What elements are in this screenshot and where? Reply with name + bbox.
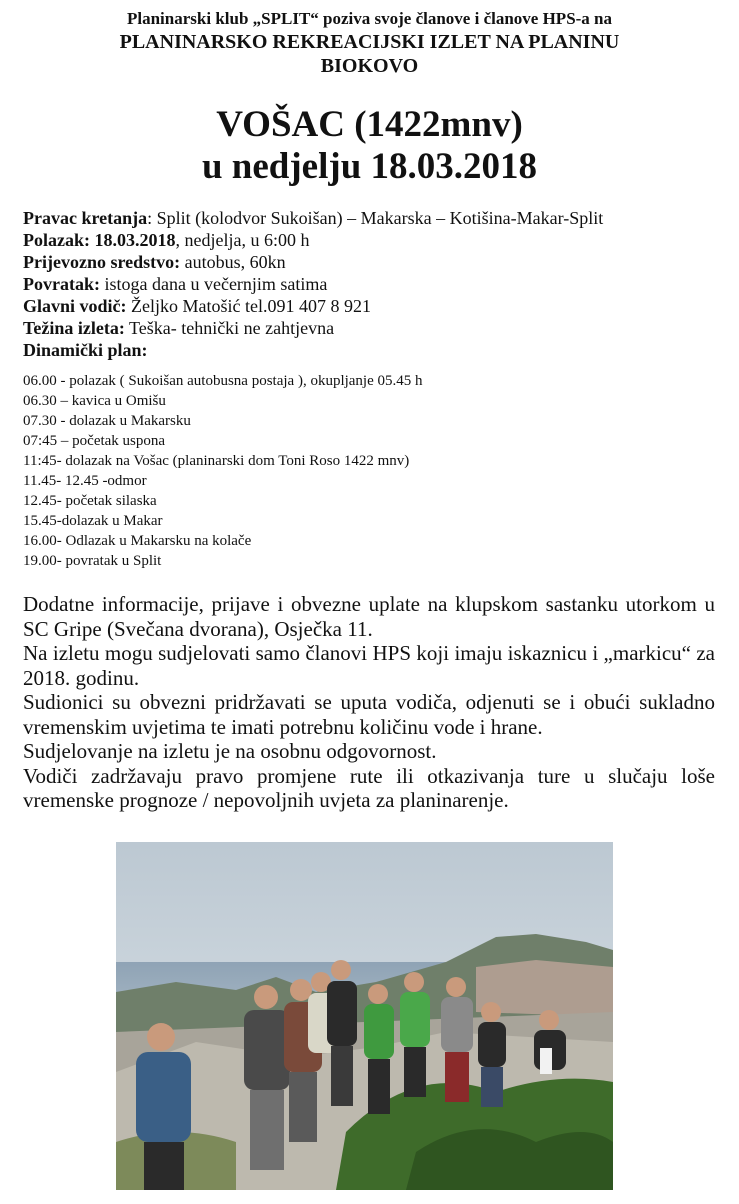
transport-value: autobus, 60kn <box>180 252 286 272</box>
info-paragraph: Na izletu mogu sudjelovati samo članovi HPS koji imaju iskaznicu i „markicu“ za 2018. godinu. <box>23 641 715 690</box>
info-paragraph: Dodatne informacije, prijave i obvezne uplate na klupskom sastanku utorkom u SC Gripe (Svečana dvorana), Osječka 11. <box>23 592 715 641</box>
transport-row <box>23 251 723 273</box>
return-label: Povratak: <box>23 274 100 294</box>
plan-item: 16.00- Odlazak u Makarsku na kolače <box>23 533 252 549</box>
return-value: istoga dana u večernjim satima <box>99 274 328 294</box>
difficulty-label: Težina izleta: <box>23 318 125 338</box>
guide-row <box>23 295 723 317</box>
date-title: u nedjelju 18.03.2018 <box>201 146 538 187</box>
info-paragraph: Sudionici su obvezni pridržavati se uputa vodiča, odjenuti se i obući sukladno vremenskim uvjetima te imati potrebnu količinu vode i hrane. <box>23 690 715 739</box>
difficulty-row <box>23 317 723 339</box>
event-type-line: PLANINARSKO REKREACIJSKI IZLET NA PLANINU <box>119 31 620 53</box>
departure-label: Polazak: 18.03.2018 <box>23 230 176 250</box>
invitation-header <box>0 8 739 78</box>
plan-heading: Dinamički plan: <box>23 340 148 360</box>
mountain-name: BIOKOVO <box>320 55 419 77</box>
plan-item: 11:45- dolazak na Vošac (planinarski dom Toni Roso 1422 mnv) <box>23 453 410 469</box>
plan-item: 12.45- početak silaska <box>23 493 157 509</box>
route-row <box>23 207 723 229</box>
trip-details <box>23 207 723 361</box>
plan-item: 15.45-dolazak u Makar <box>23 513 163 529</box>
route-label: Pravac kretanja <box>23 208 148 228</box>
departure-row <box>23 229 723 251</box>
guide-value: Željko Matošić tel.091 407 8 921 <box>126 296 371 316</box>
plan-heading-row <box>23 339 723 361</box>
transport-label: Prijevozno sredstvo: <box>23 252 181 272</box>
info-paragraph: Sudjelovanje na izletu je na osobnu odgovornost. <box>23 739 437 763</box>
additional-info <box>23 592 715 813</box>
dynamic-plan <box>23 371 723 571</box>
plan-item: 19.00- povratak u Split <box>23 553 162 569</box>
guide-label: Glavni vodič: <box>23 296 127 316</box>
group-photo <box>116 842 613 1190</box>
return-row <box>23 273 723 295</box>
plan-item: 11.45- 12.45 -odmor <box>23 473 147 489</box>
plan-item: 07.30 - dolazak u Makarsku <box>23 413 191 429</box>
plan-item: 06.30 – kavica u Omišu <box>23 393 166 409</box>
plan-item: 06.00 - polazak ( Sukoišan autobusna postaja ), okupljanje 05.45 h <box>23 373 423 389</box>
difficulty-value: Teška- tehnički ne zahtjevna <box>124 318 335 338</box>
info-paragraph: Vodiči zadržavaju pravo promjene rute ili otkazivanja ture u slučaju loše vremenske prognoze / nepovoljnih uvjeta za planinarenje. <box>23 763 715 812</box>
departure-value: , nedjelja, u 6:00 h <box>175 230 310 250</box>
peak-title: VOŠAC (1422mnv) <box>216 104 523 145</box>
invitation-line: Planinarski klub „SPLIT“ poziva svoje članove i članove HPS-a na <box>126 9 613 28</box>
route-value: : Split (kolodvor Sukoišan) – Makarska – Kotišina-Makar-Split <box>147 208 604 228</box>
group-photo-illustration <box>116 842 613 1190</box>
plan-item: 07:45 – početak uspona <box>23 433 166 449</box>
